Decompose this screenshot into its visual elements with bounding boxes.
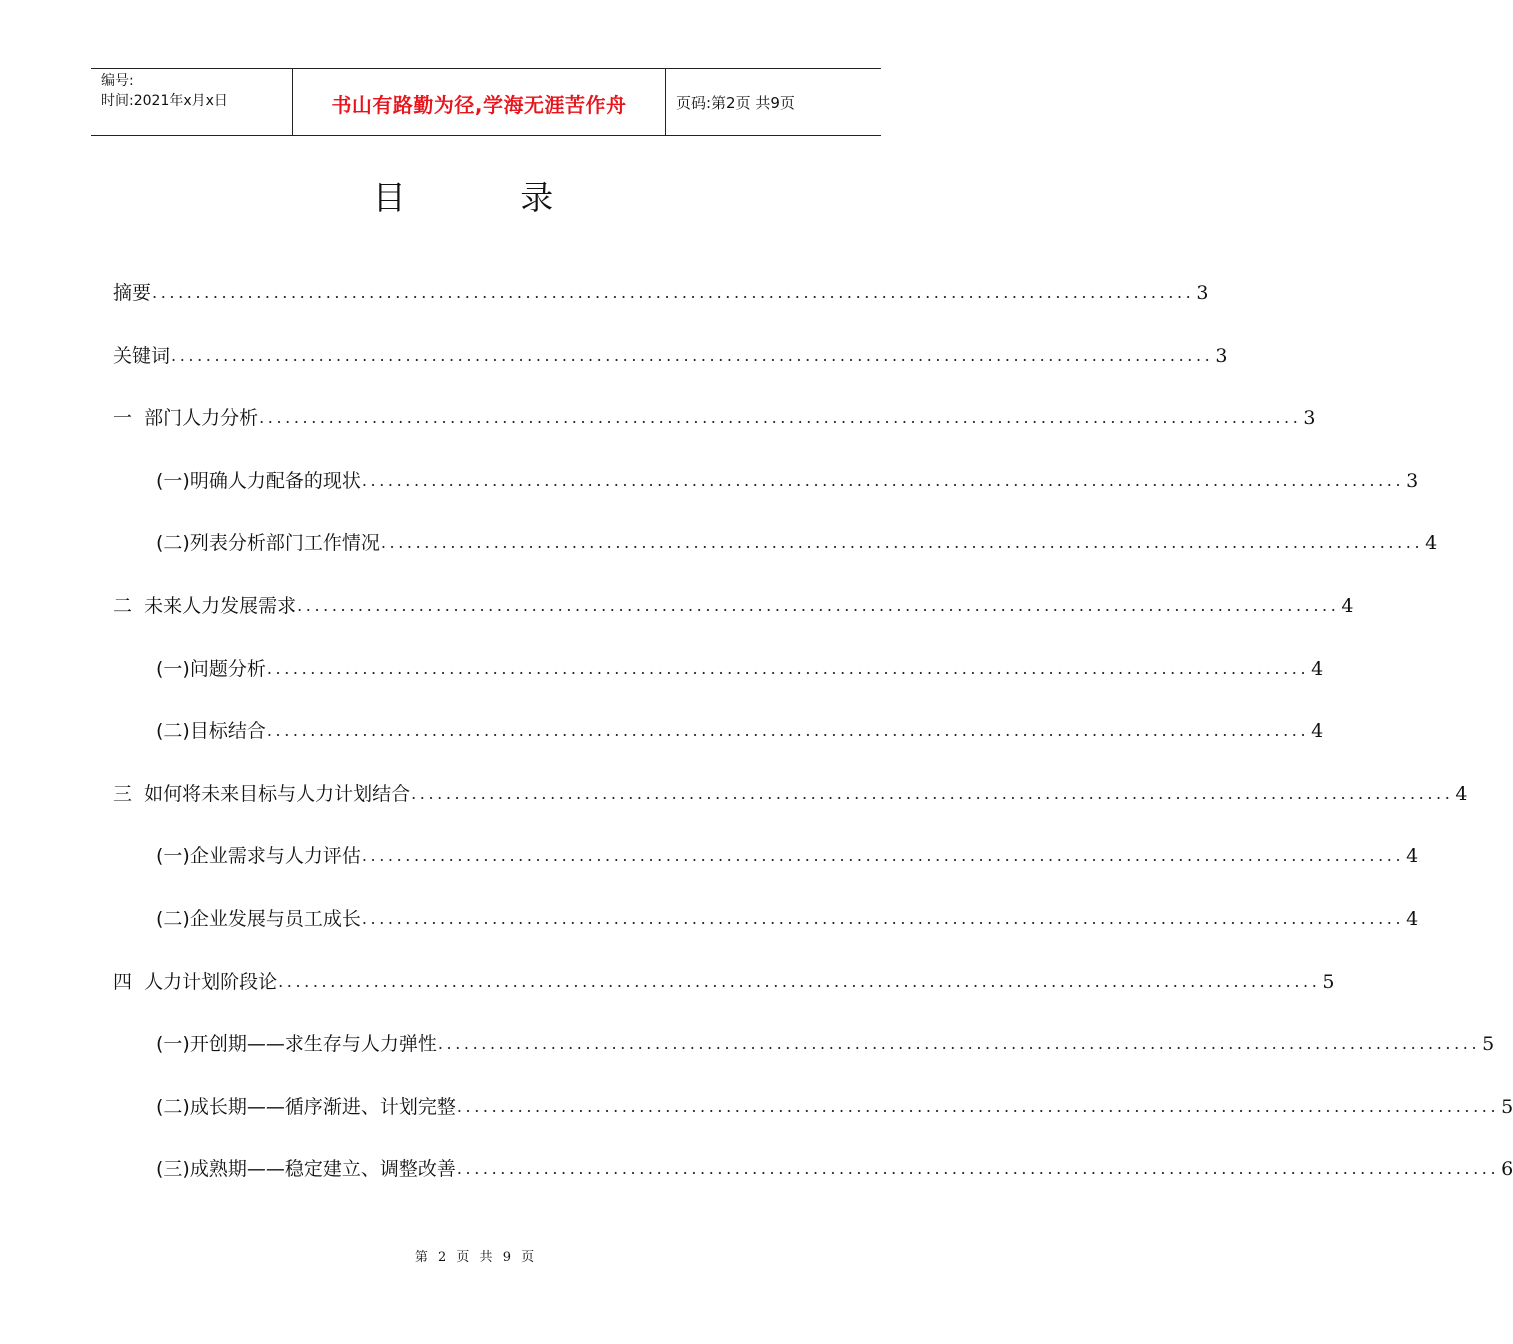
- toc-dot-leader: ........................................................................................................................: [411, 783, 1454, 803]
- toc-entry-page: 3: [1406, 469, 1419, 492]
- toc-entry-label: 二 未来人力发展需求: [113, 591, 297, 621]
- toc-entry[interactable]: [113, 1154, 1513, 1217]
- page-footer: 第 2 页 共 9 页: [414, 1250, 536, 1265]
- toc-entry[interactable]: [113, 403, 1316, 466]
- toc-entry-label: (一)开创期——求生存与人力弹性: [156, 1029, 438, 1059]
- toc-dot-leader: ........................................................................................................................: [361, 470, 1405, 490]
- toc-entry-label: 三 如何将未来目标与人力计划结合: [113, 779, 411, 809]
- toc-dot-leader: ........................................................................................................................: [297, 595, 1340, 615]
- toc-entry-page: 3: [1303, 407, 1316, 430]
- toc-entry-page: 4: [1406, 845, 1419, 868]
- toc-entry-label: (二)列表分析部门工作情况: [156, 528, 381, 558]
- toc-dot-leader: ........................................................................................................................: [456, 1159, 1500, 1179]
- toc-entry-page: 3: [1215, 344, 1228, 367]
- toc-entry[interactable]: [113, 1029, 1495, 1092]
- toc-entry-label: (三)成熟期——稳定建立、调整改善: [156, 1154, 457, 1184]
- toc-dot-leader: ........................................................................................................................: [361, 908, 1405, 928]
- toc-dot-leader: ........................................................................................................................: [266, 721, 1310, 741]
- toc-entry-page: 4: [1455, 782, 1468, 805]
- toc-entry-page: 6: [1501, 1158, 1513, 1181]
- page-header: [91, 68, 881, 136]
- toc-dot-leader: ........................................................................................................................: [171, 345, 1214, 365]
- toc-entry-page: 5: [1482, 1033, 1495, 1056]
- toc-entry[interactable]: [113, 967, 1335, 1030]
- toc-entry-label: (二)目标结合: [156, 716, 267, 746]
- table-of-contents: [113, 278, 1513, 1217]
- document-time-label: 时间:2021年x月x日: [101, 93, 228, 109]
- toc-dot-leader: ........................................................................................................................: [152, 283, 1195, 302]
- toc-entry-page: 3: [1196, 282, 1209, 304]
- toc-entry-label: 一 部门人力分析: [113, 403, 259, 433]
- toc-entry-page: 5: [1322, 970, 1335, 993]
- toc-entry[interactable]: [113, 466, 1419, 529]
- header-page-info: 页码:第2页 共9页: [676, 93, 795, 112]
- toc-dot-leader: ........................................................................................................................: [266, 658, 1310, 678]
- toc-dot-leader: ........................................................................................................................: [259, 408, 1302, 428]
- toc-entry[interactable]: [113, 278, 1209, 341]
- header-motto: 书山有路勤为径,学海无涯苦作舟: [331, 92, 627, 117]
- toc-entry-page: 4: [1341, 594, 1354, 617]
- toc-entry-label: 关键词: [113, 341, 171, 371]
- toc-entry[interactable]: [113, 528, 1438, 591]
- toc-entry-label: (一)明确人力配备的现状: [156, 466, 362, 496]
- toc-dot-leader: ........................................................................................................................: [380, 533, 1424, 553]
- toc-entry-label: 摘要: [113, 278, 152, 308]
- page-title: 目 录: [372, 178, 606, 217]
- toc-entry-label: (一)企业需求与人力评估: [156, 841, 362, 871]
- toc-entry-page: 5: [1501, 1095, 1513, 1118]
- header-page-info-cell: [666, 69, 881, 135]
- toc-dot-leader: ........................................................................................................................: [361, 846, 1405, 866]
- toc-entry-label: (二)企业发展与员工成长: [156, 904, 362, 934]
- toc-entry[interactable]: [113, 341, 1228, 404]
- toc-entry-label: (一)问题分析: [156, 654, 267, 684]
- toc-entry[interactable]: [113, 779, 1468, 842]
- header-motto-cell: [293, 69, 666, 135]
- document-number-label: 编号:: [101, 73, 134, 89]
- toc-entry-page: 4: [1311, 657, 1324, 680]
- toc-entry-label: (二)成长期——循序渐进、计划完整: [156, 1092, 457, 1122]
- toc-entry[interactable]: [113, 1092, 1513, 1155]
- toc-entry[interactable]: [113, 654, 1324, 717]
- toc-entry-label: 四 人力计划阶段论: [113, 967, 278, 997]
- toc-entry-page: 4: [1311, 720, 1324, 743]
- toc-entry-page: 4: [1406, 907, 1419, 930]
- toc-entry[interactable]: [113, 841, 1419, 904]
- toc-entry-page: 4: [1425, 532, 1438, 555]
- toc-dot-leader: ........................................................................................................................: [278, 971, 1321, 991]
- header-meta: [91, 69, 293, 135]
- toc-entry[interactable]: [113, 591, 1354, 654]
- toc-dot-leader: ........................................................................................................................: [456, 1096, 1500, 1116]
- toc-entry[interactable]: [113, 904, 1419, 967]
- toc-entry[interactable]: [113, 716, 1324, 779]
- toc-dot-leader: ........................................................................................................................: [437, 1034, 1481, 1054]
